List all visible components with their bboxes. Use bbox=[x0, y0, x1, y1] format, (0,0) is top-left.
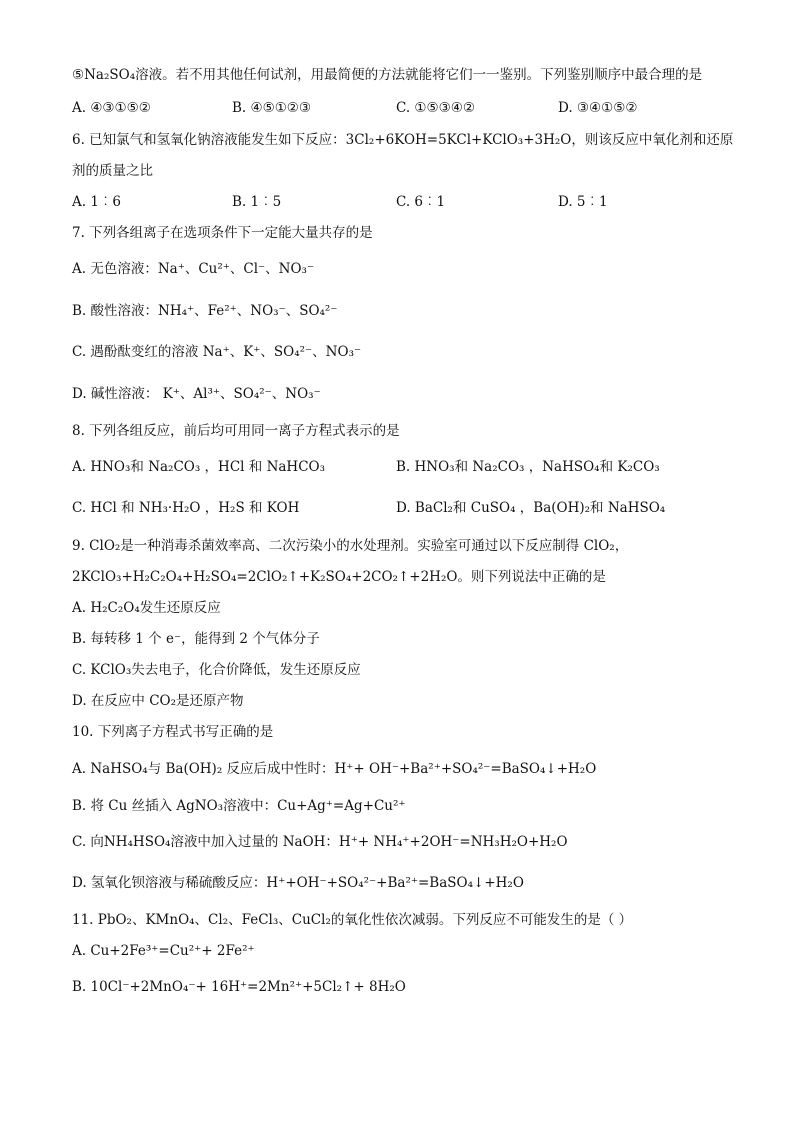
q7-b: B. 酸性溶液：NH₄⁺、Fe²⁺、NO₃⁻、SO₄²⁻ bbox=[72, 303, 338, 319]
q6-stem-1: 6. 已知氯气和氢氧化钠溶液能发生如下反应：3Cl₂+6KOH=5KCl+KClO₃+3H₂O，则该反应中氧化剂和还原 bbox=[72, 132, 734, 148]
q11-a: A. Cu+2Fe³⁺=Cu²⁺+ 2Fe²⁺ bbox=[72, 943, 255, 959]
q9-stem-2: 2KClO₃+H₂C₂O₄+H₂SO₄=2ClO₂↑+K₂SO₄+2CO₂↑+2H₂O。则下列说法中正确的是 bbox=[72, 569, 606, 585]
q9-b: B. 每转移 1 个 e⁻，能得到 2 个气体分子 bbox=[72, 631, 320, 647]
q10-b: B. 将 Cu 丝插入 AgNO₃溶液中：Cu+Ag⁺=Ag+Cu²⁺ bbox=[72, 798, 406, 814]
q6-stem-2: 剂的质量之比 bbox=[72, 163, 153, 179]
q5-options-b: B. ④⑤①②③ bbox=[232, 100, 312, 116]
q9-stem-1: 9. ClO₂是一种消毒杀菌效率高、二次污染小的水处理剂。实验室可通过以下反应制得 ClO₂， bbox=[72, 538, 629, 554]
q6-options-c: C. 6︰1 bbox=[396, 194, 446, 210]
q8-options-2-a: C. HCl 和 NH₃·H₂O ，H₂S 和 KOH bbox=[72, 500, 300, 516]
q9-a: A. H₂C₂O₄发生还原反应 bbox=[72, 600, 221, 616]
q8-options-2-b: D. BaCl₂和 CuSO₄ ，Ba(OH)₂和 NaHSO₄ bbox=[396, 500, 666, 516]
q9-c: C. KClO₃失去电子，化合价降低，发生还原反应 bbox=[72, 662, 361, 678]
q5-options-d: D. ③④①⑤② bbox=[558, 100, 638, 116]
q10-stem: 10. 下列离子方程式书写正确的是 bbox=[72, 724, 274, 740]
q9-d: D. 在反应中 CO₂是还原产物 bbox=[72, 693, 244, 709]
q10-d: D. 氢氧化钡溶液与稀硫酸反应：H⁺+OH⁻+SO₄²⁻+Ba²⁺=BaSO₄↓+H₂O bbox=[72, 875, 524, 891]
q6-options-b: B. 1︰5 bbox=[232, 194, 282, 210]
q10-c: C. 向NH₄HSO₄溶液中加入过量的 NaOH：H⁺+ NH₄⁺+2OH⁻=NH₃H₂O+H₂O bbox=[72, 834, 568, 850]
q8-options-1-a: A. HNO₃和 Na₂CO₃ ，HCl 和 NaHCO₃ bbox=[72, 459, 326, 475]
q11-stem: 11. PbO₂、KMnO₄、Cl₂、FeCl₃、CuCl₂的氧化性依次减弱。下列反应不可能发生的是（ ） bbox=[72, 912, 633, 928]
q7-c: C. 遇酚酞变红的溶液 Na⁺、K⁺、SO₄²⁻、NO₃⁻ bbox=[72, 344, 362, 360]
q7-a: A. 无色溶液：Na⁺、Cu²⁺、Cl⁻、NO₃⁻ bbox=[72, 261, 315, 277]
q8-options-1-b: B. HNO₃和 Na₂CO₃ ，NaHSO₄和 K₂CO₃ bbox=[396, 459, 660, 475]
q10-a: A. NaHSO₄与 Ba(OH)₂ 反应后成中性时：H⁺+ OH⁻+Ba²⁺+SO₄²⁻=BaSO₄↓+H₂O bbox=[72, 761, 597, 777]
q11-b: B. 10Cl⁻+2MnO₄⁻+ 16H⁺=2Mn²⁺+5Cl₂↑+ 8H₂O bbox=[72, 979, 406, 995]
q8-stem: 8. 下列各组反应，前后均可用同一离子方程式表示的是 bbox=[72, 423, 400, 439]
q7-stem: 7. 下列各组离子在选项条件下一定能大量共存的是 bbox=[72, 225, 373, 241]
q7-d: D. 碱性溶液： K⁺、Al³⁺、SO₄²⁻、NO₃⁻ bbox=[72, 386, 321, 402]
q5-cont: ⑤Na₂SO₄溶液。若不用其他任何试剂，用最简便的方法就能将它们一一鉴别。下列鉴别顺序中最合理的是 bbox=[72, 67, 703, 83]
q5-options-c: C. ①⑤③④② bbox=[396, 100, 475, 116]
q6-options-a: A. 1︰6 bbox=[72, 194, 122, 210]
q5-options-a: A. ④③①⑤② bbox=[72, 100, 151, 116]
q6-options-d: D. 5︰1 bbox=[558, 194, 608, 210]
